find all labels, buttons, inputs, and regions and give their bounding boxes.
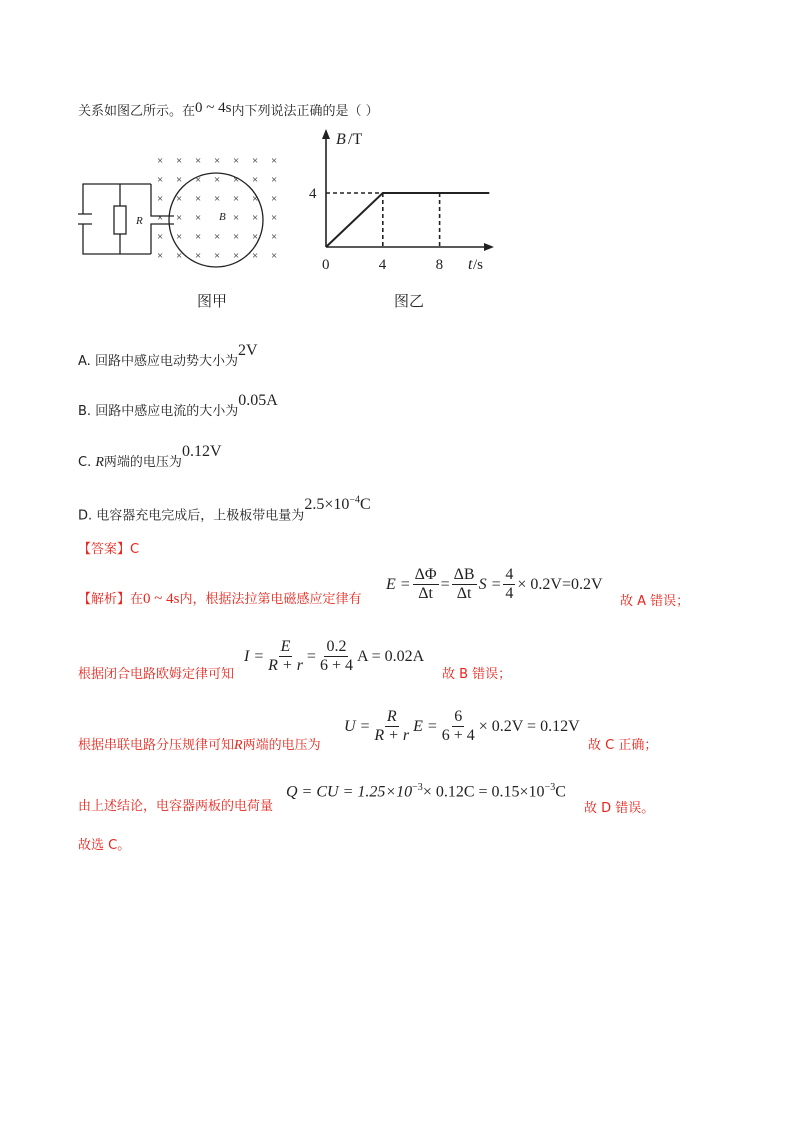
field-cross: × [195, 231, 202, 243]
field-cross: × [157, 250, 164, 262]
field-cross: × [252, 193, 259, 205]
f1-den-1: Δt [418, 585, 433, 602]
option-b-text: 回路中感应电流的大小为 [95, 404, 239, 419]
option-d-value-base: 2.5×10 [304, 496, 350, 514]
field-cross: × [195, 174, 202, 186]
x-tick-label: 8 [435, 257, 444, 273]
option-a [78, 342, 258, 369]
option-d-text: 电容器充电完成后，上极板带电量为 [96, 508, 305, 524]
analysis-l2-text: 根据闭合电路欧姆定律可知 [78, 667, 235, 682]
f3-den-1: R + r [374, 727, 410, 744]
f1-lhs: E = [386, 575, 411, 593]
origin-label: 0 [322, 257, 330, 273]
f1-num-1: ΔΦ [414, 566, 437, 583]
field-cross: × [157, 174, 164, 186]
analysis-l3-text-b: 两端的电压为 [242, 738, 321, 753]
series-line [326, 193, 489, 247]
field-cross: × [271, 212, 278, 224]
intro-interval: 0 ~ 4s [195, 100, 232, 116]
x-axis-label-unit: /s [473, 257, 484, 273]
answer-label: 【答案】 [78, 542, 131, 557]
analysis-label: 【解析】 [78, 592, 131, 607]
f2-eq: = [306, 647, 316, 665]
field-cross: × [252, 212, 259, 224]
analysis-l5-text: 故选 C。 [78, 838, 131, 853]
field-cross: × [252, 231, 259, 243]
f1-den-3: 4 [505, 585, 514, 602]
y-axis-label-unit: /T [348, 131, 363, 148]
option-d [78, 495, 371, 523]
f4-part-b: × 0.12C = 0.15×10 [422, 783, 545, 801]
option-c [78, 443, 222, 471]
x-axis-label-var: t [468, 256, 473, 273]
field-cross: × [233, 212, 240, 224]
analysis-l1-suffix: 故 A 错误； [620, 594, 690, 609]
field-cross: × [195, 250, 202, 262]
field-cross: × [271, 250, 278, 262]
option-c-var: R [95, 455, 104, 470]
f1-num-3: 4 [505, 566, 514, 583]
field-cross: × [271, 231, 278, 243]
f4-part-a: Q = CU = 1.25×10 [286, 783, 413, 801]
f3-tail: × 0.2V = 0.12V [478, 717, 580, 735]
analysis-l3-var: R [234, 738, 243, 753]
f2-num-1: E [280, 638, 291, 655]
field-cross: × [195, 212, 202, 224]
f2-lhs: I = [244, 647, 265, 665]
field-cross: × [271, 193, 278, 205]
field-cross: × [157, 231, 164, 243]
f1-eq: = [440, 575, 450, 593]
analysis-l3-text-a: 根据串联电路分压规律可知 [78, 738, 235, 753]
caption-yi: 图乙 [394, 292, 425, 310]
intro-line [78, 100, 379, 119]
option-d-value-unit: C [359, 496, 371, 514]
field-cross: × [233, 231, 240, 243]
field-cross: × [271, 174, 278, 186]
y-tick-label: 4 [309, 186, 317, 202]
analysis-l1-text: 内，根据法拉第电磁感应定律有 [179, 592, 362, 607]
f2-tail: A = 0.02A [356, 647, 425, 665]
f3-mid: E = [413, 717, 438, 735]
field-cross: × [252, 174, 259, 186]
field-cross: × [271, 155, 278, 167]
field-cross: × [214, 250, 221, 262]
field-cross: × [233, 174, 240, 186]
f3-num-1: R [386, 708, 397, 725]
option-b-value: 0.05A [238, 392, 278, 409]
x-axis-arrow [484, 243, 494, 251]
bt-graph [300, 125, 500, 275]
y-axis-label-var: B [336, 131, 346, 148]
f4-part-c: C [555, 783, 566, 801]
field-cross: × [176, 155, 183, 167]
intro-text-before: 关系如图乙所示。在 [78, 104, 196, 119]
option-b-letter: B. [78, 404, 92, 419]
caption-jia: 图甲 [197, 292, 228, 310]
field-cross: × [252, 250, 259, 262]
f2-den-1: R + r [268, 657, 303, 674]
option-c-value: 0.12V [181, 443, 222, 460]
f1-num-2: ΔB [453, 566, 475, 583]
field-label: B [219, 211, 226, 223]
field-cross: × [176, 212, 183, 224]
formula-emf [386, 566, 603, 603]
field-cross: × [176, 250, 183, 262]
answer-value: C [130, 542, 140, 557]
formula-voltage [344, 708, 580, 745]
f2-den-2: 6 + 4 [319, 657, 353, 674]
intro-text-after: 内下列说法正确的是（ ） [231, 104, 379, 119]
field-cross: × [157, 155, 164, 167]
resistor-label: R [136, 215, 143, 227]
field-cross: × [214, 193, 221, 205]
analysis-l4-suffix: 故 D 错误。 [584, 801, 655, 816]
f1-tail: × 0.2V=0.2V [517, 575, 603, 593]
field-cross: × [195, 193, 202, 205]
field-cross: × [233, 250, 240, 262]
field-cross: × [252, 155, 259, 167]
option-a-letter: A. [78, 354, 91, 369]
f3-lhs: U = [344, 717, 371, 735]
f3-num-2: 6 [454, 708, 463, 725]
formula-charge [286, 782, 566, 801]
field-cross: × [157, 212, 164, 224]
guide-dashes [326, 193, 440, 247]
field-cross: × [214, 174, 221, 186]
field-cross: × [176, 174, 183, 186]
field-cross: × [176, 193, 183, 205]
option-b [78, 392, 278, 419]
field-cross: × [176, 231, 183, 243]
field-cross: × [195, 155, 202, 167]
field-cross: × [214, 231, 221, 243]
field-cross: × [157, 193, 164, 205]
field-cross: × [214, 155, 221, 167]
option-c-letter: C. [78, 455, 92, 470]
f4-exp-2: −3 [544, 782, 556, 793]
circuit-figure [78, 148, 293, 276]
f1-den-2: Δt [456, 585, 472, 602]
answer-line [78, 538, 139, 557]
option-a-value: 2V [237, 342, 258, 359]
analysis-l3-suffix: 故 C 正确； [588, 738, 658, 753]
analysis-l2-suffix: 故 B 错误； [442, 667, 512, 682]
f3-den-2: 6 + 4 [441, 727, 475, 744]
analysis-l1-prefix: 在 [130, 592, 144, 607]
f4-exp-1: −3 [412, 782, 423, 793]
analysis-line-3 [78, 734, 321, 754]
f2-num-2: 0.2 [326, 638, 347, 655]
field-cross: × [233, 155, 240, 167]
field-cross: × [233, 193, 240, 205]
formula-current [244, 638, 424, 675]
analysis-line-1 [78, 588, 362, 608]
magnetic-field-crosses [157, 155, 277, 262]
option-d-letter: D. [78, 508, 93, 524]
option-c-text: 两端的电压为 [103, 455, 182, 470]
analysis-l1-interval: 0 ~ 4s [143, 591, 180, 607]
y-axis-arrow [322, 129, 330, 139]
option-d-value-exp: −4 [349, 495, 360, 506]
option-a-text: 回路中感应电动势大小为 [94, 354, 238, 369]
f1-s: S = [478, 575, 502, 593]
x-tick-label: 4 [378, 257, 387, 273]
analysis-l4-text: 由上述结论，电容器两板的电荷量 [78, 799, 274, 814]
